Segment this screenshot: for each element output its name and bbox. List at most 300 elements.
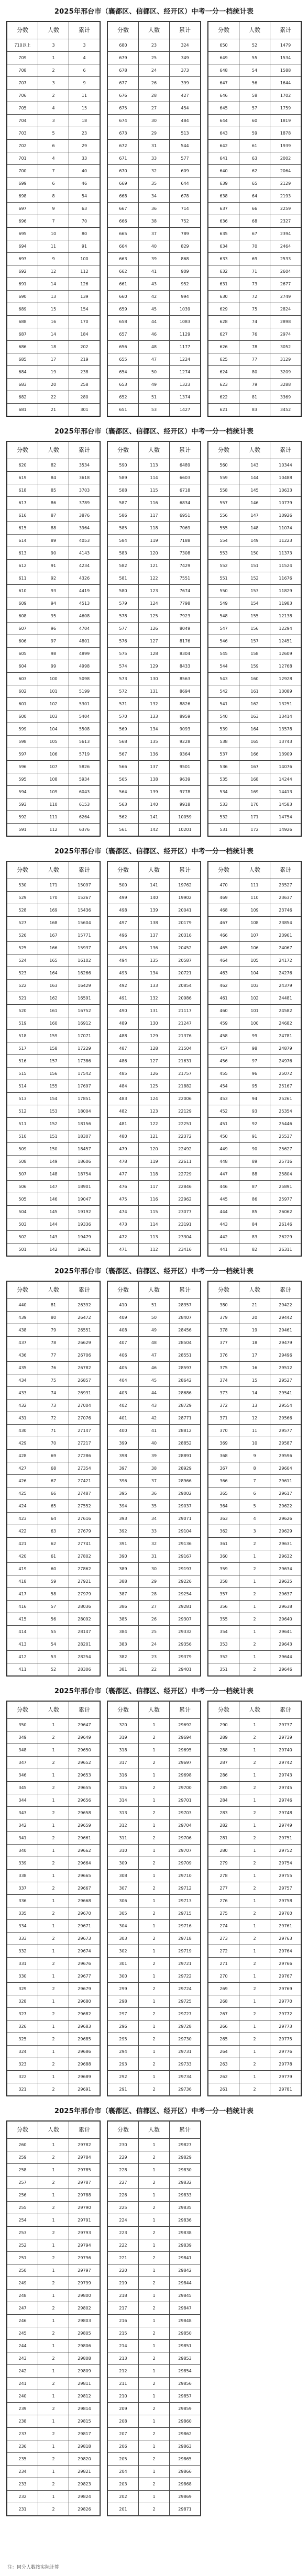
count-cell: 31	[139, 140, 170, 152]
cumulative-cell: 29820	[69, 2453, 100, 2466]
score-table	[207, 861, 302, 1257]
count-cell: 122	[139, 1118, 170, 1130]
cumulative-cell: 29871	[170, 2503, 201, 2516]
cumulative-cell: 21757	[170, 1068, 201, 1080]
score-cell: 562	[108, 811, 139, 824]
table-row	[108, 1983, 201, 1995]
column-header: 累计	[270, 442, 301, 459]
count-cell: 81	[38, 1299, 69, 1312]
score-cell: 652	[108, 391, 139, 404]
score-cell: 385	[108, 1613, 139, 1626]
table-row	[108, 2428, 201, 2440]
cumulative-cell: 26311	[270, 1243, 301, 1256]
score-cell: 549	[208, 597, 239, 610]
cumulative-cell: 29769	[270, 1983, 301, 1995]
count-cell: 46	[139, 328, 170, 341]
table-row	[208, 497, 301, 509]
count-cell: 43	[139, 278, 170, 291]
score-cell: 547	[208, 623, 239, 635]
score-tables	[0, 441, 308, 839]
cumulative-cell: 29758	[270, 1895, 301, 1907]
count-cell: 130	[139, 673, 170, 685]
table-row	[108, 761, 201, 773]
score-cell: 362	[208, 1525, 239, 1538]
score-cell: 348	[7, 1744, 38, 1757]
cumulative-cell: 1039	[170, 303, 201, 316]
count-cell: 154	[38, 1093, 69, 1105]
score-cell: 555	[208, 522, 239, 535]
score-cell: 274	[208, 1920, 239, 1933]
column-header: 人数	[239, 1702, 270, 1719]
cumulative-cell: 29706	[170, 1832, 201, 1845]
table-row	[108, 1412, 201, 1425]
score-cell: 581	[108, 572, 139, 585]
score-cell: 434	[7, 1374, 38, 1387]
count-cell: 1	[139, 2214, 170, 2227]
cumulative-cell: 27862	[69, 1563, 100, 1575]
count-cell: 2	[38, 2008, 69, 2020]
table-row	[7, 2252, 100, 2264]
cumulative-cell: 868	[170, 253, 201, 265]
table-row	[7, 472, 100, 484]
score-cell: 289	[208, 1731, 239, 1744]
score-cell: 483	[108, 1093, 139, 1105]
cumulative-cell: 2394	[270, 228, 301, 240]
score-cell: 629	[208, 303, 239, 316]
page-title: 2025年邢台市（襄都区、信都区、经开区）中考一分一档统计表	[54, 8, 254, 16]
score-table	[6, 2120, 101, 2516]
cumulative-cell: 29805	[69, 2327, 100, 2340]
score-cell: 411	[7, 1663, 38, 1676]
cumulative-cell: 29715	[170, 1907, 201, 1920]
count-cell: 36	[139, 203, 170, 215]
score-cell: 648	[208, 64, 239, 77]
page-title: 2025年邢台市（襄都区、信都区、经开区）中考一分一档统计表	[54, 848, 254, 856]
column-header: 分数	[108, 2122, 139, 2139]
score-cell: 688	[7, 316, 38, 328]
score-cell: 433	[7, 1387, 38, 1400]
score-cell: 437	[7, 1337, 38, 1349]
count-cell: 89	[239, 1156, 270, 1168]
count-cell: 85	[239, 1206, 270, 1218]
score-cell: 708	[7, 64, 38, 77]
count-cell: 34	[139, 1513, 170, 1525]
score-cell: 502	[7, 1231, 38, 1243]
cumulative-cell: 29791	[69, 2214, 100, 2227]
count-cell: 2	[139, 2327, 170, 2340]
column-header: 人数	[239, 862, 270, 879]
score-cell: 526	[7, 929, 38, 942]
score-cell: 519	[7, 1017, 38, 1030]
cumulative-cell: 26146	[270, 1218, 301, 1231]
table-row	[208, 1105, 301, 1118]
score-cell: 662	[108, 265, 139, 278]
table-row	[7, 2378, 100, 2390]
column-header: 累计	[69, 22, 100, 39]
count-cell: 95	[38, 610, 69, 623]
score-cell: 361	[208, 1538, 239, 1550]
table-row	[108, 1613, 201, 1626]
score-cell: 575	[108, 648, 139, 660]
count-cell: 94	[38, 597, 69, 610]
table-row	[7, 1299, 100, 1312]
count-cell: 136	[139, 942, 170, 954]
score-cell: 393	[108, 1513, 139, 1525]
score-cell: 299	[108, 1983, 139, 1995]
table-row	[108, 2390, 201, 2403]
table-row	[208, 547, 301, 560]
score-cell: 406	[108, 1349, 139, 1362]
score-cell: 210	[108, 2390, 139, 2403]
score-cell: 329	[7, 1983, 38, 1995]
cumulative-cell: 3618	[69, 472, 100, 484]
count-cell: 41	[139, 1425, 170, 1437]
count-cell: 81	[239, 391, 270, 404]
cumulative-cell: 28306	[69, 1663, 100, 1676]
score-cell: 541	[208, 698, 239, 710]
cumulative-cell: 484	[170, 115, 201, 127]
cumulative-cell: 8433	[170, 660, 201, 673]
table-row	[108, 1130, 201, 1143]
count-cell: 77	[38, 1349, 69, 1362]
table-row	[108, 1143, 201, 1156]
score-cell: 363	[208, 1513, 239, 1525]
cumulative-cell: 29037	[170, 1500, 201, 1513]
count-cell: 94	[239, 1093, 270, 1105]
cumulative-cell: 14926	[270, 824, 301, 836]
table-row	[108, 1400, 201, 1412]
cumulative-cell: 18004	[69, 1105, 100, 1118]
score-cell: 668	[108, 190, 139, 203]
cumulative-cell: 29742	[270, 1757, 301, 1769]
score-cell: 294	[108, 2046, 139, 2058]
cumulative-cell: 29635	[270, 1575, 301, 1588]
table-row	[208, 1550, 301, 1563]
table-row	[7, 572, 100, 585]
cumulative-cell: 9778	[170, 786, 201, 798]
score-cell: 332	[7, 1945, 38, 1958]
count-cell: 1	[38, 2290, 69, 2302]
score-cell: 679	[108, 52, 139, 64]
cumulative-cell: 3789	[69, 497, 100, 509]
score-cell: 343	[7, 1807, 38, 1819]
count-cell: 1	[38, 2440, 69, 2453]
score-cell: 351	[208, 1663, 239, 1676]
cumulative-cell: 18754	[69, 1168, 100, 1181]
table-row	[7, 736, 100, 748]
count-cell: 78	[38, 1337, 69, 1349]
cumulative-cell: 16752	[69, 1005, 100, 1017]
score-cell: 265	[208, 2033, 239, 2046]
score-cell: 427	[7, 1462, 38, 1475]
count-cell: 79	[38, 1324, 69, 1337]
count-cell: 2	[139, 2378, 170, 2390]
score-cell: 313	[108, 1807, 139, 1819]
table-row	[7, 1719, 100, 1731]
count-cell: 2	[239, 2033, 270, 2046]
table-row	[208, 1093, 301, 1105]
score-cell: 314	[108, 1794, 139, 1807]
table-row	[7, 328, 100, 341]
cumulative-cell: 2002	[270, 152, 301, 165]
cumulative-cell: 11524	[270, 560, 301, 572]
cumulative-cell: 29461	[270, 1324, 301, 1337]
count-cell: 2	[139, 2302, 170, 2315]
score-cell: 267	[208, 2008, 239, 2020]
score-cell: 264	[208, 2046, 239, 2058]
cumulative-cell: 29728	[170, 2020, 201, 2033]
cumulative-cell: 15436	[69, 904, 100, 917]
score-cell: 482	[108, 1105, 139, 1118]
count-cell: 2	[139, 1983, 170, 1995]
cumulative-cell: 24172	[270, 954, 301, 967]
cumulative-cell: 27076	[69, 1412, 100, 1425]
count-cell: 2	[139, 1857, 170, 1870]
table-row	[108, 535, 201, 547]
cumulative-cell: 2259	[270, 203, 301, 215]
score-cell: 441	[208, 1243, 239, 1256]
cumulative-cell: 9	[69, 77, 100, 90]
cumulative-cell: 24379	[270, 980, 301, 992]
column-header: 人数	[38, 22, 69, 39]
score-cell: 251	[7, 2252, 38, 2264]
cumulative-cell: 29836	[170, 2214, 201, 2227]
score-cell: 611	[7, 572, 38, 585]
cumulative-cell: 8694	[170, 685, 201, 698]
score-cell: 308	[108, 1870, 139, 1882]
table-header-row	[7, 442, 100, 459]
cumulative-cell: 29730	[170, 2033, 201, 2046]
count-cell: 35	[139, 177, 170, 190]
cumulative-cell: 29646	[270, 1663, 301, 1676]
score-cell: 236	[7, 2440, 38, 2453]
count-cell: 96	[239, 1068, 270, 1080]
table-row	[208, 1538, 301, 1550]
table-row	[108, 597, 201, 610]
cumulative-cell: 29866	[170, 2466, 201, 2478]
score-cell: 354	[208, 1626, 239, 1638]
cumulative-cell: 46	[69, 177, 100, 190]
score-cell: 323	[7, 2058, 38, 2071]
score-cell: 593	[7, 798, 38, 811]
score-cell: 543	[208, 673, 239, 685]
count-cell: 132	[139, 698, 170, 710]
score-cell: 292	[108, 2071, 139, 2083]
table-row	[7, 1487, 100, 1500]
table-row	[108, 152, 201, 165]
cumulative-cell: 27286	[69, 1450, 100, 1462]
score-cell: 610	[7, 585, 38, 597]
cumulative-cell: 29698	[170, 1769, 201, 1782]
cumulative-cell: 14076	[270, 761, 301, 773]
score-cell: 523	[7, 967, 38, 980]
count-cell: 2	[139, 2058, 170, 2071]
cumulative-cell: 4419	[69, 585, 100, 597]
score-cell: 659	[108, 303, 139, 316]
table-row	[7, 1080, 100, 1093]
table-row	[108, 2177, 201, 2189]
count-cell: 2	[139, 2033, 170, 2046]
count-cell: 142	[139, 824, 170, 836]
count-cell: 55	[38, 1626, 69, 1638]
score-cell: 249	[7, 2277, 38, 2290]
score-cell: 473	[108, 1218, 139, 1231]
table-row	[7, 942, 100, 954]
score-cell: 426	[7, 1475, 38, 1487]
cumulative-cell: 29002	[170, 1487, 201, 1500]
count-cell: 50	[139, 1312, 170, 1324]
score-table	[6, 441, 101, 837]
cumulative-cell: 3534	[69, 459, 100, 472]
count-cell: 1	[239, 1895, 270, 1907]
cumulative-cell: 29800	[69, 2290, 100, 2302]
score-cell: 216	[108, 2315, 139, 2327]
cumulative-cell: 7674	[170, 585, 201, 597]
cumulative-cell: 29731	[170, 2046, 201, 2058]
cumulative-cell: 29640	[270, 1613, 301, 1626]
page-title: 2025年邢台市（襄都区、信都区、经开区）中考一分一档统计表	[54, 1687, 254, 1695]
count-cell: 1	[38, 2239, 69, 2252]
cumulative-cell: 29716	[170, 1920, 201, 1933]
table-row	[7, 1769, 100, 1782]
count-cell: 40	[139, 1437, 170, 1450]
score-cell: 347	[7, 1757, 38, 1769]
cumulative-cell: 29856	[170, 2378, 201, 2390]
table-row	[7, 1525, 100, 1538]
page-title: 2025年邢台市（襄都区、信都区、经开区）中考一分一档统计表	[54, 428, 254, 436]
count-cell: 69	[38, 1450, 69, 1462]
cumulative-cell: 1588	[270, 64, 301, 77]
count-cell: 123	[139, 585, 170, 597]
cumulative-cell: 373	[170, 64, 201, 77]
table-row	[108, 2403, 201, 2415]
cumulative-cell: 29784	[69, 2151, 100, 2164]
count-cell: 23	[139, 39, 170, 52]
score-cell: 319	[108, 1731, 139, 1744]
table-row	[108, 2466, 201, 2478]
cumulative-cell: 8304	[170, 648, 201, 660]
score-cell: 328	[7, 1995, 38, 2008]
count-cell: 120	[139, 1143, 170, 1156]
table-row	[108, 2503, 201, 2516]
score-cell: 337	[7, 1882, 38, 1895]
cumulative-cell: 11074	[270, 522, 301, 535]
cumulative-cell: 25627	[270, 1143, 301, 1156]
count-cell: 103	[239, 980, 270, 992]
cumulative-cell: 6376	[69, 824, 100, 836]
score-cell: 410	[108, 1299, 139, 1312]
table-row	[208, 824, 301, 836]
score-cell: 395	[108, 1487, 139, 1500]
table-row	[208, 610, 301, 623]
table-row	[7, 585, 100, 597]
score-cell: 694	[7, 240, 38, 253]
table-row	[208, 328, 301, 341]
table-row	[108, 2164, 201, 2177]
score-cell: 413	[7, 1638, 38, 1651]
count-cell: 38	[139, 215, 170, 228]
cumulative-cell: 27354	[69, 1462, 100, 1475]
cumulative-cell: 29379	[170, 1651, 201, 1663]
table-row	[108, 2478, 201, 2491]
score-cell: 616	[7, 509, 38, 522]
cumulative-cell: 7429	[170, 560, 201, 572]
table-row	[7, 2327, 100, 2340]
table-row	[208, 1030, 301, 1042]
table-row	[7, 391, 100, 404]
table-row	[7, 1400, 100, 1412]
score-cell: 607	[7, 623, 38, 635]
cumulative-cell: 29596	[270, 1450, 301, 1462]
score-cell: 474	[108, 1206, 139, 1218]
cumulative-cell: 29632	[270, 1550, 301, 1563]
table-row	[108, 509, 201, 522]
count-cell: 17	[239, 1349, 270, 1362]
score-cell: 676	[108, 90, 139, 102]
cumulative-cell: 24276	[270, 967, 301, 980]
count-cell: 91	[239, 1130, 270, 1143]
count-cell: 90	[239, 1143, 270, 1156]
table-row	[108, 1017, 201, 1030]
cumulative-cell: 20316	[170, 929, 201, 942]
count-cell: 119	[139, 1156, 170, 1168]
cumulative-cell: 13743	[270, 736, 301, 748]
table-header-row	[208, 442, 301, 459]
count-cell: 54	[38, 1638, 69, 1651]
score-cell: 204	[108, 2466, 139, 2478]
score-cell: 678	[108, 64, 139, 77]
count-cell: 164	[239, 723, 270, 736]
table-row	[208, 736, 301, 748]
score-cell: 569	[108, 723, 139, 736]
table-header-row	[108, 862, 201, 879]
count-cell: 24	[139, 64, 170, 77]
cumulative-cell: 29709	[170, 1857, 201, 1870]
table-row	[7, 1638, 100, 1651]
table-row	[108, 316, 201, 328]
table-row	[7, 892, 100, 904]
table-row	[108, 623, 201, 635]
table-row	[7, 1349, 100, 1362]
table-row	[208, 2020, 301, 2033]
table-row	[108, 1995, 201, 2008]
cumulative-cell: 29865	[170, 2453, 201, 2466]
cumulative-cell: 29496	[270, 1349, 301, 1362]
count-cell: 2	[239, 1757, 270, 1769]
table-row	[108, 980, 201, 992]
cumulative-cell: 14583	[270, 798, 301, 811]
cumulative-cell: 22129	[170, 1105, 201, 1118]
score-cell: 596	[7, 761, 38, 773]
score-cell: 464	[208, 954, 239, 967]
score-cell: 503	[7, 1218, 38, 1231]
table-row	[7, 509, 100, 522]
table-row	[7, 811, 100, 824]
score-cell: 349	[7, 1731, 38, 1744]
cumulative-cell: 13414	[270, 710, 301, 723]
count-cell: 150	[38, 1143, 69, 1156]
table-row	[208, 1299, 301, 1312]
cumulative-cell: 16102	[69, 954, 100, 967]
score-cell: 655	[108, 353, 139, 366]
score-cell: 228	[108, 2164, 139, 2177]
table-row	[208, 1819, 301, 1832]
cumulative-cell: 13251	[270, 698, 301, 710]
table-row	[7, 1651, 100, 1663]
score-cell: 456	[208, 1055, 239, 1068]
score-cell: 511	[7, 1118, 38, 1130]
column-header: 分数	[208, 1702, 239, 1719]
